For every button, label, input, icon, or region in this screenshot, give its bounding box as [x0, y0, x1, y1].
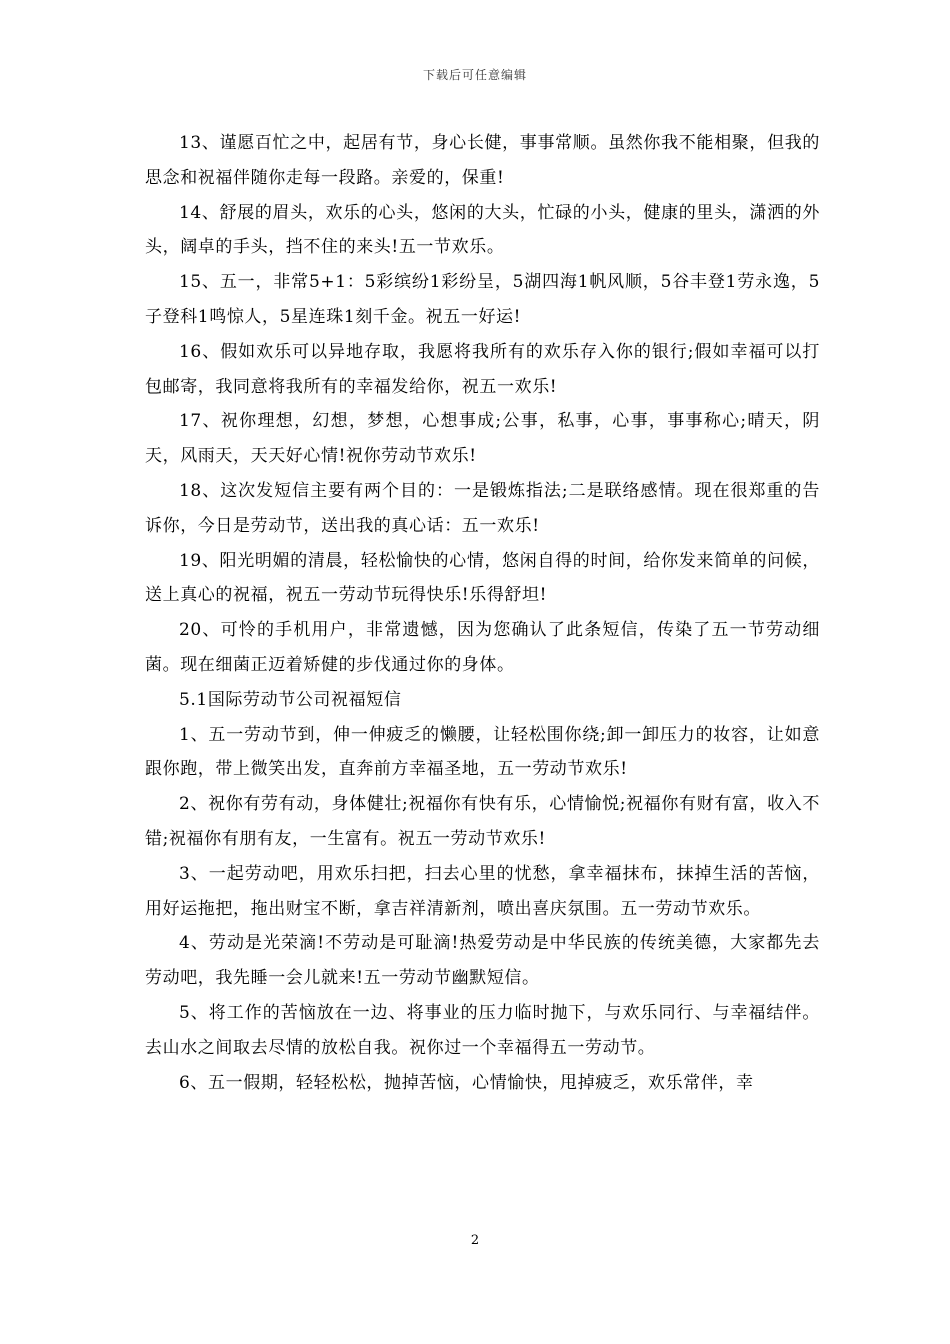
paragraph-5: 5、将工作的苦恼放在一边、将事业的压力临时抛下，与欢乐同行、与幸福结伴。去山水之间取去尽情的放松自我。祝你过一个幸福得五一劳动节。: [145, 1002, 820, 1058]
paragraph-18: 18、这次发短信主要有两个目的：一是锻炼指法;二是联络感情。现在很郑重的告诉你，今日是劳动节，送出我的真心话：五一欢乐!: [145, 480, 820, 536]
page-number: 2: [470, 1233, 480, 1248]
page-header: 下载后可任意编辑: [422, 68, 527, 82]
paragraph-1: 1、五一劳动节到，伸一伸疲乏的懒腰，让轻松围你绕;卸一卸压力的妆容，让如意跟你跑，带上微笑出发，直奔前方幸福圣地，五一劳动节欢乐!: [145, 724, 820, 780]
paragraph-3: 3、一起劳动吧，用欢乐扫把，扫去心里的忧愁，拿幸福抹布，抹掉生活的苦恼，用好运拖把，拖出财宝不断，拿吉祥清新剂，喷出喜庆氛围。五一劳动节欢乐。: [145, 863, 820, 919]
paragraph-13: 13、谨愿百忙之中，起居有节，身心长健，事事常顺。虽然你我不能相聚，但我的思念和祝福伴随你走每一段路。亲爱的，保重!: [145, 133, 820, 188]
document-body: [145, 126, 820, 1100]
paragraph-16: 16、假如欢乐可以异地存取，我愿将我所有的欢乐存入你的银行;假如幸福可以打包邮寄，我同意将我所有的幸福发给你，祝五一欢乐!: [145, 341, 820, 397]
paragraph-4: 4、劳动是光荣滴!不劳动是可耻滴!热爱劳动是中华民族的传统美德，大家都先去劳动吧，我先睡一会儿就来!五一劳动节幽默短信。: [145, 933, 820, 989]
paragraph-15: 15、五一，非常5+1：5彩缤纷1彩纷呈，5湖四海1帆风顺，5谷丰登1劳永逸，5子登科1鸣惊人，5星连珠1刻千金。祝五一好运!: [145, 272, 820, 327]
section-heading: 5.1国际劳动节公司祝福短信: [179, 689, 402, 710]
paragraph-6: 6、五一假期，轻轻松松，抛掉苦恼，心情愉快，甩掉疲乏，欢乐常伴，幸: [179, 1072, 754, 1093]
paragraph-19: 19、阳光明媚的清晨，轻松愉快的心情，悠闲自得的时间，给你发来简单的问候，送上真心的祝福，祝五一劳动节玩得快乐!乐得舒坦!: [145, 550, 820, 606]
paragraph-20: 20、可怜的手机用户，非常遗憾，因为您确认了此条短信，传染了五一节劳动细菌。现在细菌正迈着矫健的步伐通过你的身体。: [145, 620, 820, 675]
paragraph-17: 17、祝你理想，幻想，梦想，心想事成;公事，私事，心事，事事称心;晴天，阴天，风雨天，天天好心情!祝你劳动节欢乐!: [145, 411, 820, 467]
paragraph-14: 14、舒展的眉头，欢乐的心头，悠闲的大头，忙碌的小头，健康的里头，潇洒的外头，阔卓的手头，挡不住的来头!五一节欢乐。: [145, 202, 820, 258]
paragraph-2: 2、祝你有劳有动，身体健壮;祝福你有快有乐，心情愉悦;祝福你有财有富，收入不错;祝福你有朋有友，一生富有。祝五一劳动节欢乐!: [145, 794, 820, 849]
